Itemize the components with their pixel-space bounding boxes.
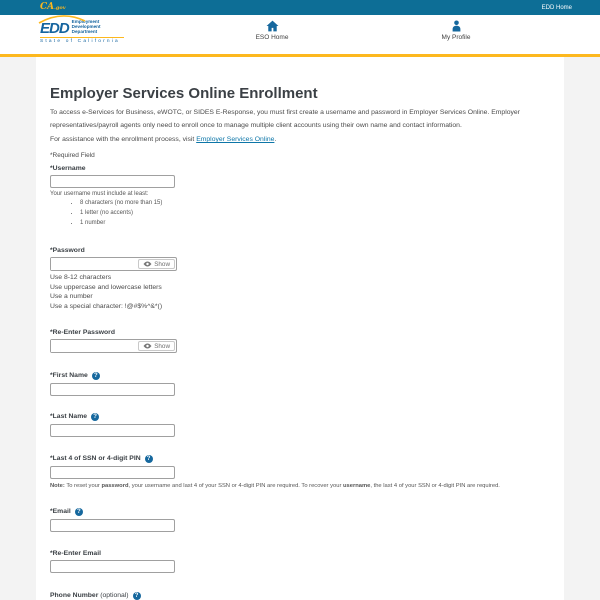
ssn-pin-input[interactable] bbox=[50, 466, 175, 479]
help-icon[interactable]: ? bbox=[145, 455, 153, 463]
reenter-email-field-group bbox=[50, 550, 542, 573]
password-input[interactable] bbox=[51, 258, 137, 270]
reenter-email-label: *Re-Enter Email bbox=[50, 550, 101, 557]
state-top-bar bbox=[0, 0, 600, 15]
username-hint-item: • 1 letter (no accents) bbox=[80, 210, 542, 216]
help-icon[interactable]: ? bbox=[92, 372, 100, 380]
help-icon[interactable]: ? bbox=[91, 413, 99, 421]
content-card bbox=[36, 57, 564, 600]
page-title: Employer Services Online Enrollment bbox=[50, 85, 318, 102]
password-field-group bbox=[50, 247, 542, 311]
password-hints bbox=[50, 273, 542, 311]
ssn-pin-field-group bbox=[50, 455, 542, 489]
eye-icon bbox=[143, 343, 152, 349]
ca-gov-logo[interactable] bbox=[40, 2, 66, 13]
password-show-button[interactable] bbox=[138, 259, 175, 269]
reenter-password-input-wrap bbox=[50, 339, 177, 353]
password-show-label: Show bbox=[154, 260, 170, 268]
email-field-group bbox=[50, 508, 542, 532]
edd-logo-acronym: EDD bbox=[40, 19, 69, 37]
site-header bbox=[0, 15, 600, 54]
reenter-password-show-label: Show bbox=[154, 342, 170, 350]
username-hint-item: • 8 characters (no more than 15) bbox=[80, 200, 542, 206]
nav-eso-home-label: ESO Home bbox=[255, 34, 289, 41]
ssn-pin-note: Note: To reset your password, your username and last 4 of your SSN or 4-digit PIN are required. To recover your username, the last 4 of your SSN or 4-digit PIN are required. bbox=[50, 483, 500, 489]
edd-logo-state-line: State of California bbox=[40, 38, 120, 44]
password-input-wrap bbox=[50, 257, 177, 271]
reenter-password-label: *Re-Enter Password bbox=[50, 329, 115, 336]
email-label: *Email ? bbox=[50, 508, 542, 516]
password-hint-line: Use a number bbox=[50, 293, 93, 300]
nav-my-profile[interactable] bbox=[428, 20, 484, 41]
username-hint-title: Your username must include at least: bbox=[50, 191, 149, 197]
username-field-group bbox=[50, 165, 542, 226]
password-hint-line: Use 8-12 characters bbox=[50, 274, 112, 281]
username-input[interactable] bbox=[50, 175, 175, 188]
phone-field-group bbox=[50, 592, 542, 600]
home-icon bbox=[266, 20, 279, 32]
first-name-field-group bbox=[50, 372, 542, 396]
help-icon[interactable]: ? bbox=[133, 592, 141, 600]
edd-home-link[interactable]: EDD Home bbox=[541, 4, 572, 11]
ssn-pin-label: *Last 4 of SSN or 4-digit PIN ? bbox=[50, 455, 542, 463]
ca-gov-logo-ca: CA bbox=[40, 2, 55, 12]
first-name-input[interactable] bbox=[50, 383, 175, 396]
edd-logo-underline bbox=[40, 37, 124, 38]
eye-icon bbox=[143, 261, 152, 267]
reenter-password-input[interactable] bbox=[51, 340, 137, 352]
required-field-note: *Required Field bbox=[50, 152, 95, 159]
password-hint-line: Use uppercase and lowercase letters bbox=[50, 283, 162, 291]
email-input[interactable] bbox=[50, 519, 175, 532]
edd-logo-swoosh-icon bbox=[37, 14, 87, 24]
person-icon bbox=[451, 20, 462, 32]
nav-my-profile-label: My Profile bbox=[441, 34, 471, 41]
reenter-password-field-group bbox=[50, 329, 542, 353]
employer-services-online-link[interactable]: Employer Services Online bbox=[196, 136, 275, 143]
last-name-field-group bbox=[50, 413, 542, 437]
ca-gov-logo-gov: .gov bbox=[54, 5, 66, 11]
first-name-label: *First Name ? bbox=[50, 372, 542, 380]
edd-logo[interactable] bbox=[40, 19, 126, 44]
last-name-input[interactable] bbox=[50, 424, 175, 437]
assistance-line bbox=[50, 136, 542, 143]
assistance-prefix: For assistance with the enrollment process, visit bbox=[50, 136, 197, 143]
edd-logo-words: Employment Development Department bbox=[71, 19, 101, 35]
reenter-email-input[interactable] bbox=[50, 560, 175, 573]
help-icon[interactable]: ? bbox=[75, 508, 83, 516]
phone-label: Phone Number (optional) ? bbox=[50, 592, 542, 600]
assistance-suffix: . bbox=[274, 136, 277, 143]
username-label: *Username bbox=[50, 165, 86, 172]
username-hint-item: • 1 number bbox=[80, 220, 542, 226]
reenter-password-show-button[interactable] bbox=[138, 341, 175, 351]
password-hint-line: Use a special character: !@#$%^&*() bbox=[50, 302, 163, 310]
password-label: *Password bbox=[50, 247, 85, 254]
page-background bbox=[0, 57, 600, 600]
intro-paragraph: To access e-Services for Business, eWOTC, or SIDES E-Response, you must first create a username and password in Employer Services Online. Employer representatives/payroll agents only need to enroll once to manage multiple client accounts using their own name and contact information. bbox=[50, 109, 520, 129]
username-hint-list bbox=[80, 200, 542, 226]
nav-eso-home[interactable] bbox=[244, 20, 300, 41]
last-name-label: *Last Name ? bbox=[50, 413, 542, 421]
